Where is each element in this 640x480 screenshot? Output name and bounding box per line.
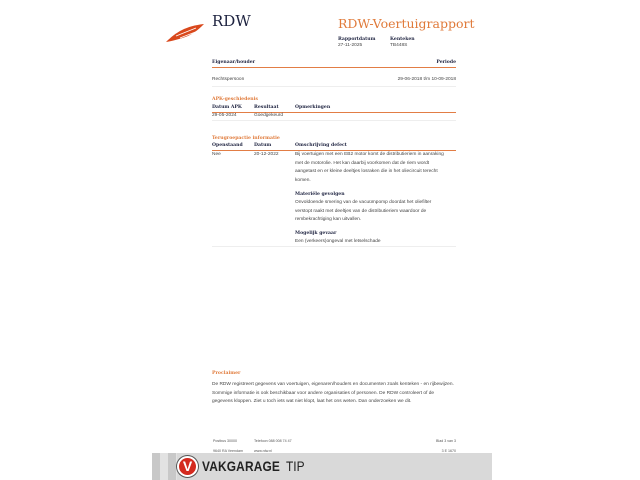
banner-tip: TIP — [286, 458, 305, 474]
report-title: RDW-Voertuigrapport — [338, 16, 475, 31]
danger-text: Een (verkeers)ongeval met letselschade — [295, 239, 381, 244]
checkered-flag-icon — [152, 453, 177, 480]
apk-col-result: Resultaat — [254, 105, 279, 110]
recall-open: Nee — [212, 152, 221, 157]
disclaimer-text: De RDW registreert gegevens van voertuigen, eigenaren/houders en documenten zoals kenteken - en rijbewijzen. Sommige informatie is ook beschikbaar voor andere organisaties of personen. De RDW controleert of de gegevens kloppen. Ziet u toch iets wat niet klopt, laat het ons weten. Dan onderzoeken we dit. — [212, 382, 454, 405]
danger-title: Mogelijk gevaar — [295, 231, 337, 236]
footer-postbus: Postbus 30000 — [213, 439, 237, 443]
owner-header: Eigenaar/houder — [212, 60, 256, 65]
divider — [212, 112, 456, 113]
apk-col-remarks: Opmerkingen — [295, 105, 331, 110]
report-date: 27-11-2025 — [338, 43, 363, 48]
recall-col-date: Datum — [254, 143, 272, 148]
apk-result: Goedgekeurd — [254, 113, 284, 118]
report-date-label: Rapportdatum — [338, 37, 376, 42]
recall-date: 20-12-2022 — [254, 152, 279, 157]
org-name: RDW — [212, 12, 251, 30]
footer-code: 3 E 1670 — [441, 449, 456, 453]
owner-type: Rechtspersoon — [212, 77, 245, 82]
footer-web[interactable]: www.rdw.nl — [254, 449, 272, 453]
period-header: Periode — [436, 60, 456, 65]
plate-label: Kenteken — [390, 37, 415, 42]
divider — [212, 120, 456, 121]
apk-date: 29-05-2024 — [212, 113, 237, 118]
footer-page: Blad 3 van 3 — [436, 439, 456, 443]
footer-phone: Telefoon 088 008 74 47 — [254, 439, 292, 443]
divider — [212, 246, 456, 247]
rdw-logo-icon — [166, 22, 206, 44]
plate: TB448S — [390, 43, 408, 48]
footer-city: 9640 RA Veendam — [213, 449, 243, 453]
recall-col-defect: Omschrijving defect — [295, 143, 347, 148]
owner-period: 29-06-2018 t/m 10-09-2018 — [397, 77, 456, 82]
consequences-title: Materiële gevolgen — [295, 192, 345, 197]
banner-brand: VAKGARAGE — [202, 458, 281, 474]
recall-title: Terugroepactie informatie — [212, 136, 280, 141]
divider — [212, 67, 456, 68]
apk-col-date: Datum APK — [212, 105, 242, 110]
disclaimer-title: Proclaimer — [212, 371, 241, 376]
vakgarage-banner — [152, 453, 492, 480]
apk-title: APK-geschiedenis — [212, 97, 258, 102]
recall-defect: Bij voertuigen met een EB2 motor komt de distributieriem in aanraking met de motorolie. Het kan daarbij voorkomen dat de riem wordt aangetast en er kleine deeltjes losraken die in het oliecircuit terecht komen. — [295, 152, 444, 183]
vakgarage-logo-icon: V — [177, 456, 198, 477]
recall-col-open: Openstaand — [212, 143, 243, 148]
consequences-text: Onvoldoende smering van de vacuümpomp doordat het oliefilter verstopt raakt met deeltjes van de distributieriem waardoor de rembekrachtiging kan uitvallen. — [295, 200, 432, 222]
divider — [212, 86, 456, 87]
